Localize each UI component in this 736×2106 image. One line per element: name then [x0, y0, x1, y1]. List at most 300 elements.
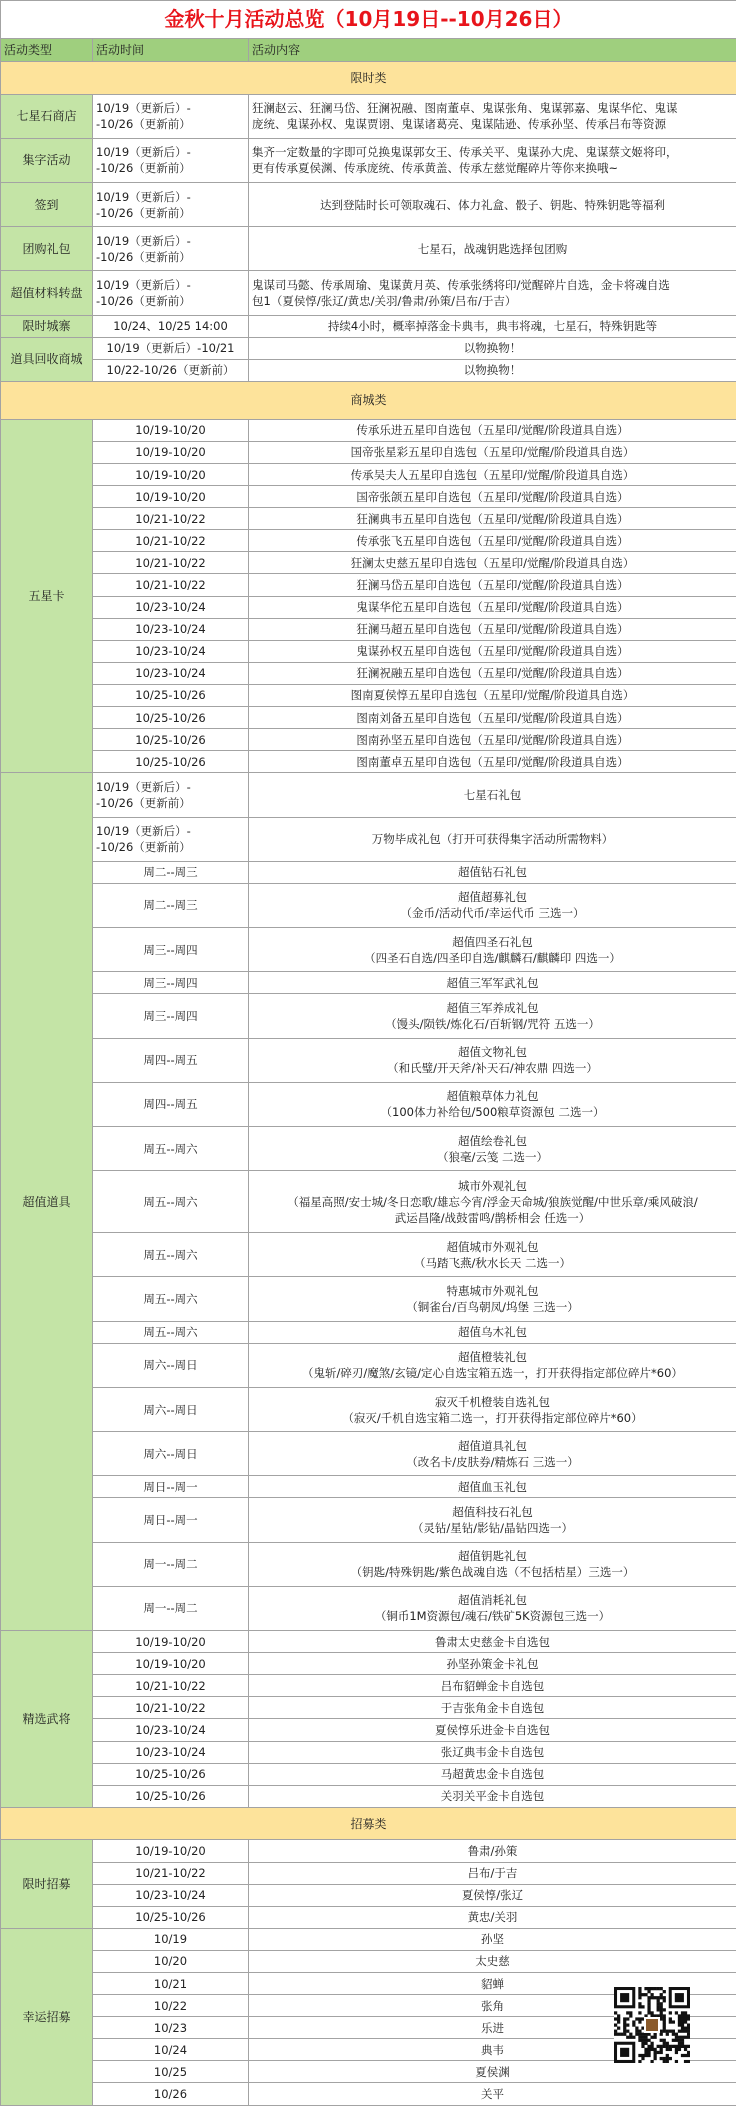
text-line: 鬼谋司马懿、传承周瑜、鬼谋黄月英、传承张绣将印/觉醒碎片自选，金卡将魂自选 [252, 278, 670, 293]
time-text: 10/21-10/22 [135, 511, 206, 526]
table-row [1, 1126, 736, 1170]
table-row [1, 1840, 736, 1862]
content-text: 张辽典韦金卡自选包 [440, 1745, 545, 1760]
table-row [1, 337, 736, 359]
activity-content [249, 994, 736, 1038]
activity-content [249, 183, 736, 227]
time-text: 10/23-10/24 [135, 1745, 206, 1760]
table-row [1, 441, 736, 463]
activity-time [93, 972, 249, 994]
activity-content [249, 315, 736, 337]
activity-time [93, 441, 249, 463]
time-text: 10/23-10/24 [135, 666, 206, 681]
text-line: （铜币1M资源包/魂石/铁矿5K资源包三选一） [374, 1609, 611, 1624]
table-row [1, 1082, 736, 1126]
activity-content [249, 359, 736, 381]
category-label: 团购礼包 [22, 241, 71, 256]
content-text: 图南孙坚五星印自选包（五星印/觉醒/阶段道具自选） [356, 732, 629, 747]
content-text: 鬼谋孙权五星印自选包（五星印/觉醒/阶段道具自选） [356, 644, 629, 659]
activity-type [1, 94, 93, 138]
text-line: （馒头/陨铁/炼化石/百斩钢/咒符 五选一） [385, 1016, 600, 1031]
time-text: 10/19-10/20 [135, 467, 206, 482]
text-line: 超值城市外观礼包 [446, 1239, 539, 1254]
text-line: 城市外观礼包 [458, 1178, 527, 1193]
content-text: 国帝张颌五星印自选包（五星印/觉醒/阶段道具自选） [356, 489, 629, 504]
text-line: 周一--周二 [143, 1601, 198, 1616]
time-text: 10/21-10/22 [135, 555, 206, 570]
activity-content [249, 1631, 736, 1653]
text-line: 周三--周四 [143, 1008, 198, 1023]
content-text: 张角 [481, 1998, 504, 2013]
time-text: 10/25-10/26 [135, 1910, 206, 1925]
activity-content [249, 530, 736, 552]
table-row [1, 227, 736, 271]
text-line: 周二--周三 [143, 865, 198, 880]
table-row [1, 1675, 736, 1697]
table-row [1, 419, 736, 441]
time-text: 10/20 [153, 1954, 188, 1969]
activity-content [249, 1126, 736, 1170]
content-text: 夏侯渊 [475, 2064, 510, 2079]
table-row [1, 94, 736, 138]
text-line: -10/26（更新前） [96, 161, 191, 176]
activity-content [249, 1343, 736, 1387]
text-line: （狼毫/云笺 二选一） [436, 1149, 549, 1164]
activity-content [249, 773, 736, 817]
text-line: 超值钥匙礼包 [458, 1549, 527, 1564]
activity-time [93, 773, 249, 817]
activity-content [249, 751, 736, 773]
category-label: 签到 [34, 197, 59, 212]
activity-time [93, 530, 249, 552]
text-line: 周五--周六 [143, 1247, 198, 1262]
activity-content [249, 2061, 736, 2083]
table-row [1, 596, 736, 618]
activity-content [249, 1862, 736, 1884]
table-row [1, 1343, 736, 1387]
time-text: 10/19-10/20 [135, 1634, 206, 1649]
qr-code-image [614, 1987, 690, 2063]
activity-time [93, 227, 249, 271]
activity-time [93, 1675, 249, 1697]
text-line: （100体力补给包/500粮草资源包 二选一） [380, 1105, 605, 1120]
table-row [1, 1387, 736, 1431]
table-row [1, 2061, 736, 2083]
category-label: 超值材料转盘 [10, 286, 83, 301]
table-row [1, 1862, 736, 1884]
activity-content [249, 1785, 736, 1807]
section-header-limited [1, 62, 736, 95]
text-line: （马踏飞燕/秋水长天 二选一） [413, 1255, 572, 1270]
time-text: 10/19-10/20 [135, 445, 206, 460]
time-text: 10/19-10/20 [135, 489, 206, 504]
content-text: 鲁肃/孙策 [467, 1843, 518, 1858]
time-text: 10/25 [153, 2064, 188, 2079]
text-line: 超值四圣石礼包 [452, 934, 533, 949]
activity-content [249, 1840, 736, 1862]
text-line: 以物换物！ [463, 341, 522, 356]
content-text: 太史慈 [475, 1954, 510, 1969]
text-line: 10/22-10/26（更新前） [106, 363, 235, 378]
table-row [1, 271, 736, 315]
category-label: 道具回收商城 [10, 352, 83, 367]
time-text: 10/23 [153, 2020, 188, 2035]
time-text: 10/22 [153, 1998, 188, 2013]
activity-time [93, 994, 249, 1038]
activity-content [249, 1719, 736, 1741]
time-text: 10/19 [153, 1932, 188, 1947]
table-row [1, 618, 736, 640]
activity-content [249, 1432, 736, 1476]
activity-time [93, 1840, 249, 1862]
activity-time [93, 1126, 249, 1170]
activity-time [93, 928, 249, 972]
activity-type [1, 138, 93, 182]
table-row [1, 729, 736, 751]
header-text: 活动类型 [4, 42, 53, 57]
text-line: （改名卡/皮肤券/精炼石 三选一） [406, 1454, 579, 1469]
text-line: 超值血玉礼包 [458, 1479, 527, 1494]
activity-time [93, 1498, 249, 1542]
activity-time [93, 1586, 249, 1630]
time-text: 10/25-10/26 [135, 1789, 206, 1804]
text-line: 周一--周二 [143, 1557, 198, 1572]
text-line: -10/26（更新前） [96, 249, 191, 264]
activity-content [249, 1697, 736, 1719]
activity-content [249, 1675, 736, 1697]
activity-time [93, 1277, 249, 1321]
activity-time [93, 751, 249, 773]
table-row [1, 1884, 736, 1906]
table-row [1, 183, 736, 227]
activity-content [249, 1542, 736, 1586]
text-line: 狂澜赵云、狂澜马岱、狂澜祝融、图南董卓、鬼谋张角、鬼谋郭嘉、鬼谋华佗、鬼谋 [252, 101, 678, 116]
text-line: 达到登陆时长可领取魂石、体力礼盒、骰子、钥匙、特殊钥匙等福利 [320, 197, 665, 212]
activity-type [1, 337, 93, 381]
activity-time [93, 486, 249, 508]
time-text: 10/24 [153, 2042, 188, 2057]
activity-content [249, 441, 736, 463]
table-row [1, 928, 736, 972]
time-text: 10/19-10/20 [135, 1656, 206, 1671]
activity-content [249, 1233, 736, 1277]
text-line: （四圣石自选/四圣印自选/麒麟石/麒麟印 四选一） [364, 950, 621, 965]
text-line: 周六--周日 [143, 1402, 198, 1417]
activity-time [93, 618, 249, 640]
text-line: 10/19（更新后）- [96, 145, 191, 160]
time-text: 10/21 [153, 1976, 188, 1991]
activity-time [93, 1785, 249, 1807]
activity-type [1, 271, 93, 315]
category-label: 集字活动 [22, 153, 71, 168]
text-line: 周六--周日 [143, 1446, 198, 1461]
text-line: 周三--周四 [143, 942, 198, 957]
activity-time [93, 1884, 249, 1906]
activity-time [93, 359, 249, 381]
activity-content [249, 1763, 736, 1785]
content-text: 鲁肃太史慈金卡自选包 [435, 1634, 550, 1649]
text-line: 10/19（更新后）- [96, 233, 191, 248]
activity-time [93, 1476, 249, 1498]
header-text: 活动内容 [252, 42, 301, 57]
text-line: 10/24、10/25 14:00 [113, 319, 228, 334]
content-text: 黄忠/关羽 [467, 1910, 518, 1925]
activity-content [249, 1884, 736, 1906]
activity-time [93, 707, 249, 729]
table-row [1, 817, 736, 861]
activity-content [249, 1950, 736, 1972]
activity-time [93, 94, 249, 138]
activity-time [93, 596, 249, 618]
activity-time [93, 2017, 249, 2039]
activity-time [93, 1321, 249, 1343]
content-text: 于吉张角金卡自选包 [440, 1700, 545, 1715]
text-line: 周三--周四 [143, 975, 198, 990]
activity-content [249, 618, 736, 640]
column-header-content [249, 38, 736, 61]
activity-time [93, 1542, 249, 1586]
content-text: 貂蝉 [481, 1976, 504, 1991]
text-line: 周四--周五 [143, 1097, 198, 1112]
table-row [1, 464, 736, 486]
activity-time [93, 1995, 249, 2017]
activity-time [93, 1928, 249, 1950]
text-line: 超值消耗礼包 [458, 1593, 527, 1608]
content-text: 鬼谋华佗五星印自选包（五星印/觉醒/阶段道具自选） [356, 600, 629, 615]
table-row [1, 1906, 736, 1928]
table-row [1, 1631, 736, 1653]
activity-content [249, 508, 736, 530]
text-line: 超值橙装礼包 [458, 1350, 527, 1365]
content-text: 狂澜马超五星印自选包（五星印/觉醒/阶段道具自选） [356, 622, 629, 637]
table-row [1, 861, 736, 883]
category-label: 精选武将 [22, 1711, 71, 1726]
table-row [1, 1233, 736, 1277]
table-row [1, 359, 736, 381]
activity-time [93, 552, 249, 574]
content-text: 狂澜典韦五星印自选包（五星印/觉醒/阶段道具自选） [356, 511, 629, 526]
activity-content [249, 1171, 736, 1233]
activity-time [93, 1233, 249, 1277]
text-line: 周五--周六 [143, 1292, 198, 1307]
content-text: 传承乐进五星印自选包（五星印/觉醒/阶段道具自选） [356, 423, 629, 438]
text-line: 集齐一定数量的字即可兑换鬼谋郭女王、传承关平、鬼谋孙大虎、鬼谋蔡文姬将印， [252, 145, 678, 160]
section-header-shop [1, 381, 736, 419]
activity-time [93, 2061, 249, 2083]
activity-content [249, 1277, 736, 1321]
activity-time [93, 729, 249, 751]
activity-content [249, 1928, 736, 1950]
table-row [1, 1476, 736, 1498]
table-row [1, 574, 736, 596]
table-row [1, 883, 736, 927]
text-line: 超值钻石礼包 [458, 865, 527, 880]
content-text: 夏侯惇乐进金卡自选包 [435, 1722, 550, 1737]
time-text: 10/23-10/24 [135, 622, 206, 637]
activity-time [93, 1343, 249, 1387]
activity-content [249, 1321, 736, 1343]
table-row [1, 1653, 736, 1675]
activity-content [249, 574, 736, 596]
text-line: 周日--周一 [143, 1513, 198, 1528]
time-text: 10/26 [153, 2087, 188, 2102]
section-header-recruit [1, 1807, 736, 1840]
activity-content [249, 1906, 736, 1928]
activity-time [93, 684, 249, 706]
text-line: 周五--周六 [143, 1194, 198, 1209]
text-line: -10/26（更新前） [96, 795, 191, 810]
text-line: -10/26（更新前） [96, 205, 191, 220]
text-line: 10/19（更新后）-10/21 [106, 341, 235, 356]
content-text: 传承张飞五星印自选包（五星印/觉醒/阶段道具自选） [356, 533, 629, 548]
time-text: 10/23-10/24 [135, 1722, 206, 1737]
activity-content [249, 684, 736, 706]
activity-time [93, 138, 249, 182]
activity-time [93, 574, 249, 596]
text-line: 庞统、鬼谋孙权、鬼谋贾诩、鬼谋诸葛亮、鬼谋陆逊、传承孙坚、传承吕布等资源 [252, 117, 666, 132]
time-text: 10/21-10/22 [135, 1700, 206, 1715]
time-text: 10/25-10/26 [135, 732, 206, 747]
activity-time [93, 662, 249, 684]
text-line: 超值三军养成礼包 [446, 1000, 539, 1015]
activity-time [93, 183, 249, 227]
text-line: -10/26（更新前） [96, 117, 191, 132]
table-row [1, 994, 736, 1038]
activity-content [249, 596, 736, 618]
activity-content [249, 707, 736, 729]
activity-type [1, 183, 93, 227]
text-line: （钥匙/特殊钥匙/紫色战魂自选（不包括桔星）三选一） [350, 1565, 635, 1580]
text-line: 超值道具礼包 [458, 1438, 527, 1453]
category-label: 五星卡 [28, 589, 65, 604]
table-row [1, 751, 736, 773]
text-line: （福星高照/安士城/冬日恋歌/雄忘今宵/浮金天命城/狼族觉醒/中世乐章/乘风破浪/ [287, 1194, 698, 1209]
page-title [1, 1, 736, 39]
table-row [1, 1432, 736, 1476]
activity-type [1, 315, 93, 337]
table-row [1, 1586, 736, 1630]
category-lucky_recruit [1, 1928, 93, 2105]
content-text: 狂澜祝融五星印自选包（五星印/觉醒/阶段道具自选） [356, 666, 629, 681]
activity-time [93, 1972, 249, 1994]
category-five_star [1, 419, 93, 773]
table-row [1, 1950, 736, 1972]
activity-content [249, 1387, 736, 1431]
content-text: 传承吴夫人五星印自选包（五星印/觉醒/阶段道具自选） [350, 467, 635, 482]
text-line: 周六--周日 [143, 1358, 198, 1373]
activity-content [249, 1741, 736, 1763]
title-text: 金秋十月活动总览（10月19日--10月26日） [164, 7, 573, 32]
activity-time [93, 861, 249, 883]
activity-content [249, 1476, 736, 1498]
table-row [1, 707, 736, 729]
text-line: （寂灭/千机自选宝箱二选一，打开获得指定部位碎片*60） [342, 1410, 643, 1425]
activity-time [93, 1653, 249, 1675]
text-line: （鬼斩/碎刃/魔煞/玄镜/定心自选宝箱五选一，打开获得指定部位碎片*60） [302, 1366, 683, 1381]
category-elite [1, 1631, 93, 1808]
time-text: 10/23-10/24 [135, 600, 206, 615]
activity-content [249, 1586, 736, 1630]
activity-content [249, 227, 736, 271]
activity-content [249, 861, 736, 883]
activity-time [93, 315, 249, 337]
time-text: 10/25-10/26 [135, 710, 206, 725]
activity-type [1, 227, 93, 271]
table-row [1, 1277, 736, 1321]
activity-content [249, 729, 736, 751]
content-text: 典韦 [481, 2042, 504, 2057]
text-line: 周二--周三 [143, 898, 198, 913]
table-row [1, 662, 736, 684]
activity-content [249, 138, 736, 182]
table-row [1, 1741, 736, 1763]
text-line: （和氏璧/开天斧/补天石/神农鼎 四选一） [387, 1061, 598, 1076]
activity-content [249, 486, 736, 508]
column-header-type [1, 38, 93, 61]
category-label: 限时招募 [22, 1877, 71, 1892]
content-text: 国帝张星彩五星印自选包（五星印/觉醒/阶段道具自选） [350, 445, 635, 460]
time-text: 10/21-10/22 [135, 1866, 206, 1881]
content-text: 图南刘备五星印自选包（五星印/觉醒/阶段道具自选） [356, 710, 629, 725]
activity-time [93, 1741, 249, 1763]
activity-content [249, 94, 736, 138]
table-row [1, 773, 736, 817]
table-row [1, 1038, 736, 1082]
category-value-items [1, 773, 93, 1631]
content-text: 图南董卓五星印自选包（五星印/觉醒/阶段道具自选） [356, 754, 629, 769]
text-line: 周四--周五 [143, 1053, 198, 1068]
table-row [1, 640, 736, 662]
activity-time [93, 1906, 249, 1928]
activity-time [93, 337, 249, 359]
content-text: 吕布貂蝉金卡自选包 [440, 1678, 545, 1693]
table-row [1, 1928, 736, 1950]
table-row [1, 315, 736, 337]
activity-time [93, 2039, 249, 2061]
text-line: 周五--周六 [143, 1325, 198, 1340]
table-row [1, 2083, 736, 2106]
activity-content [249, 928, 736, 972]
category-label: 七星石商店 [16, 109, 77, 124]
table-row [1, 138, 736, 182]
text-line: 10/19（更新后）- [96, 101, 191, 116]
activity-content [249, 464, 736, 486]
table-row [1, 684, 736, 706]
table-row [1, 1171, 736, 1233]
table-row [1, 1719, 736, 1741]
activity-content [249, 662, 736, 684]
text-line: 超值三军军武礼包 [446, 975, 539, 990]
content-text: 吕布/于吉 [467, 1866, 518, 1881]
table-row [1, 1498, 736, 1542]
activity-time [93, 1387, 249, 1431]
time-text: 10/25-10/26 [135, 754, 206, 769]
content-text: 马超黄忠金卡自选包 [440, 1767, 545, 1782]
activity-time [93, 1631, 249, 1653]
activity-content [249, 1038, 736, 1082]
text-line: 超值绘卷礼包 [458, 1133, 527, 1148]
table-row [1, 1321, 736, 1343]
text-line: 10/19（更新后）- [96, 779, 191, 794]
activity-content [249, 419, 736, 441]
text-line: -10/26（更新前） [96, 840, 191, 855]
category-label: 限时城寨 [22, 319, 71, 334]
table-row [1, 972, 736, 994]
column-header-time [93, 38, 249, 61]
activity-time [93, 419, 249, 441]
time-text: 10/25-10/26 [135, 688, 206, 703]
text-line: 超值科技石礼包 [452, 1505, 533, 1520]
